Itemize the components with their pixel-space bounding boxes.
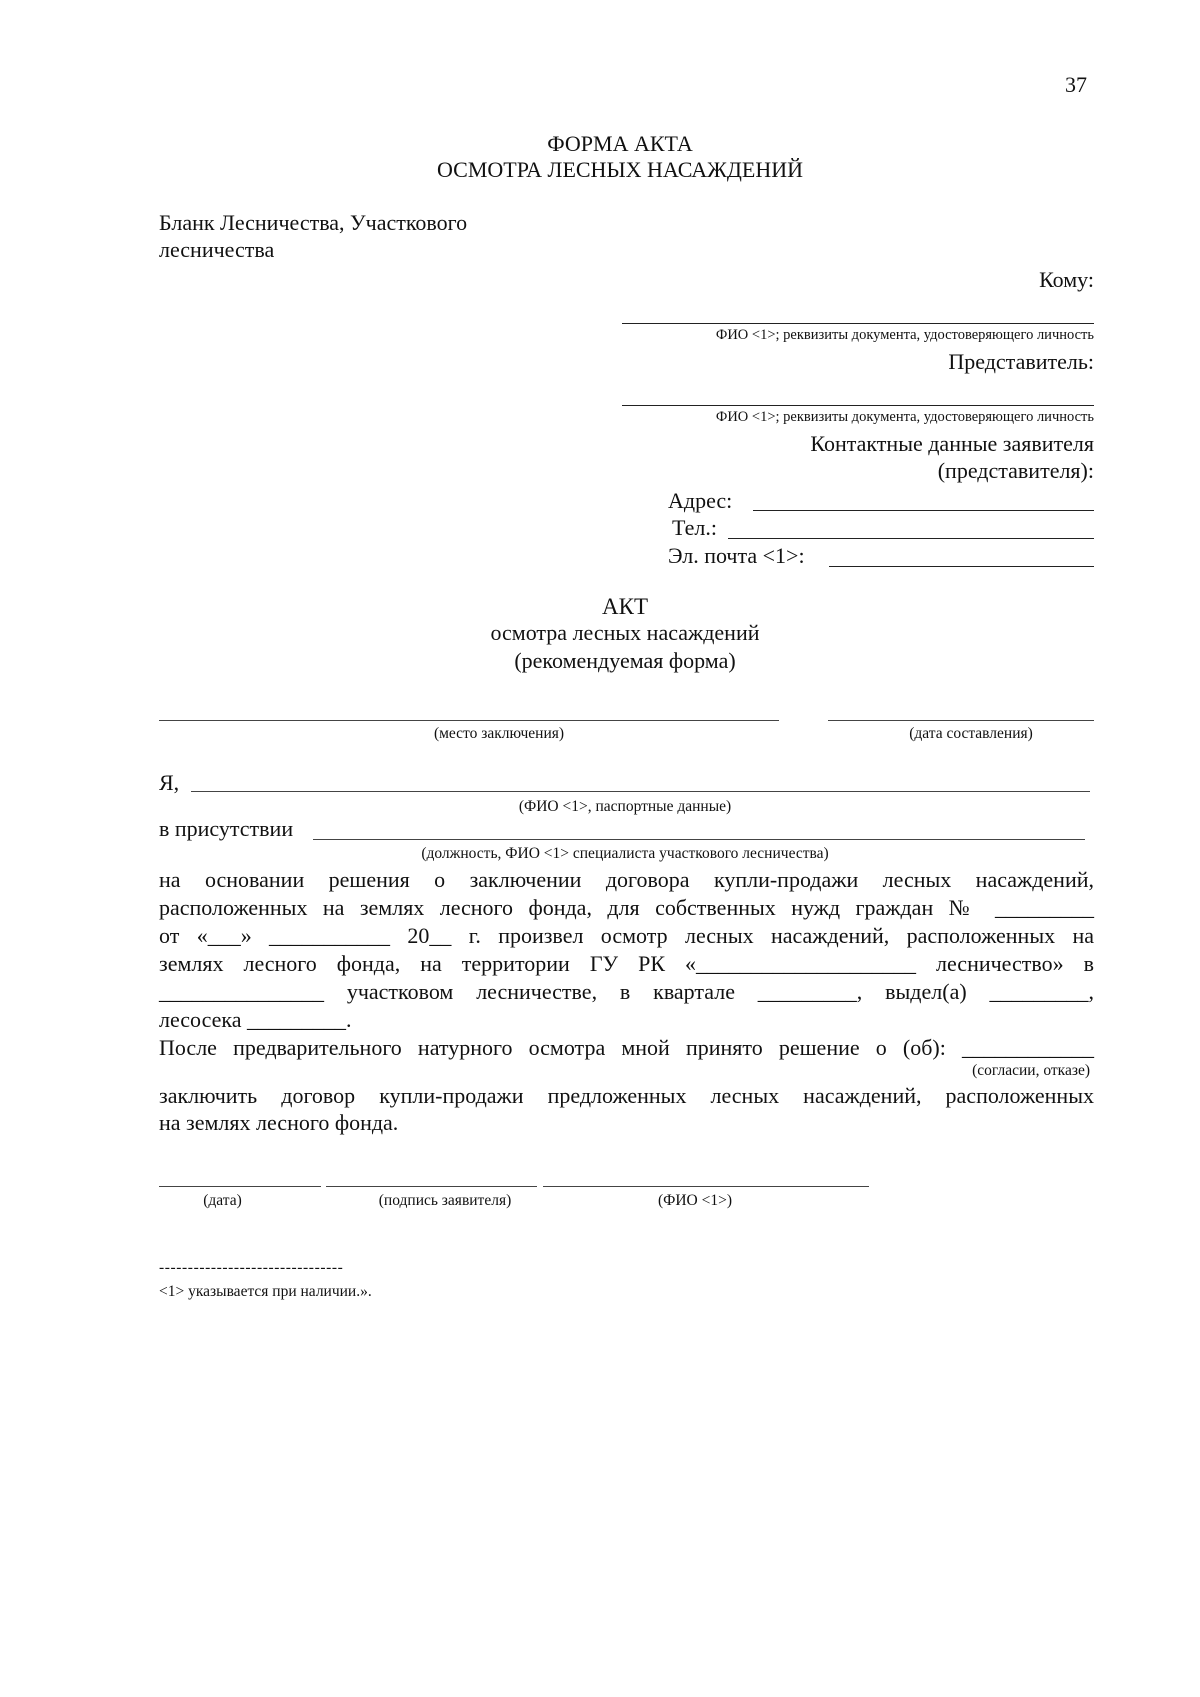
signature-date-caption: (дата)	[203, 1192, 242, 1209]
letterhead-line2: лесничества	[159, 237, 275, 262]
email-field[interactable]	[829, 566, 1094, 567]
act-subtitle: осмотра лесных насаждений	[490, 620, 760, 645]
date-caption: (дата составления)	[909, 725, 1033, 742]
body-line3: от «___» ___________ 20__ г. произвел осмотр лесных насаждений, расположенных на	[159, 923, 1094, 948]
address-label: Адрес:	[668, 488, 733, 513]
form-title-line1: ФОРМА АКТА	[547, 131, 693, 156]
body-line4: землях лесного фонда, на территории ГУ РК «____________________ лесничество» в	[159, 951, 1094, 976]
to-label: Кому:	[1039, 267, 1094, 292]
body-line2: расположенных на землях лесного фонда, для собственных нужд граждан № _________	[159, 895, 1094, 920]
page-number: 37	[1065, 72, 1087, 97]
address-field[interactable]	[753, 510, 1094, 511]
footnote-separator: --------------------------------	[159, 1259, 344, 1276]
i-label: Я,	[159, 770, 180, 795]
signature-name-field[interactable]	[543, 1186, 869, 1187]
contacts-line2: (представителя):	[937, 458, 1094, 483]
signature-sign-caption: (подпись заявителя)	[378, 1192, 512, 1209]
act-title: АКТ	[602, 594, 648, 619]
to-field[interactable]	[622, 323, 1094, 324]
form-title-line2: ОСМОТРА ЛЕСНЫХ НАСАЖДЕНИЙ	[437, 157, 803, 182]
place-caption: (место заключения)	[433, 725, 565, 742]
to-caption: ФИО <1>; реквизиты документа, удостоверяющего личность	[715, 327, 1094, 343]
signature-name-caption: (ФИО <1>)	[657, 1192, 733, 1209]
representative-caption: ФИО <1>; реквизиты документа, удостоверяющего личность	[715, 409, 1094, 425]
body-line7: заключить договор купли-продажи предложенных лесных насаждений, расположенных	[159, 1083, 1094, 1108]
date-field[interactable]	[828, 720, 1094, 721]
signature-sign-field[interactable]	[326, 1186, 537, 1187]
body-line6: лесосека _________.	[159, 1007, 352, 1032]
decision-line: После предварительного натурного осмотра мной принято решение о (об): ____________	[159, 1035, 1094, 1060]
i-field[interactable]	[191, 791, 1090, 792]
phone-label: Тел.:	[672, 515, 717, 540]
footnote-text: <1> указывается при наличии.».	[159, 1283, 372, 1300]
letterhead-line1: Бланк Лесничества, Участкового	[159, 210, 468, 235]
decision-caption: (согласии, отказе)	[972, 1062, 1090, 1079]
body-line5: _______________ участковом лесничестве, в квартале _________, выдел(а) _________,	[159, 979, 1094, 1004]
signature-date-field[interactable]	[159, 1186, 321, 1187]
contacts-line1: Контактные данные заявителя	[810, 431, 1094, 456]
presence-label: в присутствии	[159, 816, 294, 841]
email-label: Эл. почта <1>:	[668, 543, 805, 568]
phone-field[interactable]	[728, 538, 1094, 539]
presence-field[interactable]	[313, 839, 1085, 840]
body-line8: на землях лесного фонда.	[159, 1110, 399, 1135]
place-field[interactable]	[159, 720, 779, 721]
representative-label: Представитель:	[948, 349, 1094, 374]
act-note: (рекомендуемая форма)	[514, 648, 736, 673]
body-line1: на основании решения о заключении договора купли-продажи лесных насаждений,	[159, 867, 1094, 892]
representative-field[interactable]	[622, 405, 1094, 406]
i-caption: (ФИО <1>, паспортные данные)	[518, 798, 732, 815]
presence-caption: (должность, ФИО <1> специалиста участкового лесничества)	[421, 845, 829, 862]
